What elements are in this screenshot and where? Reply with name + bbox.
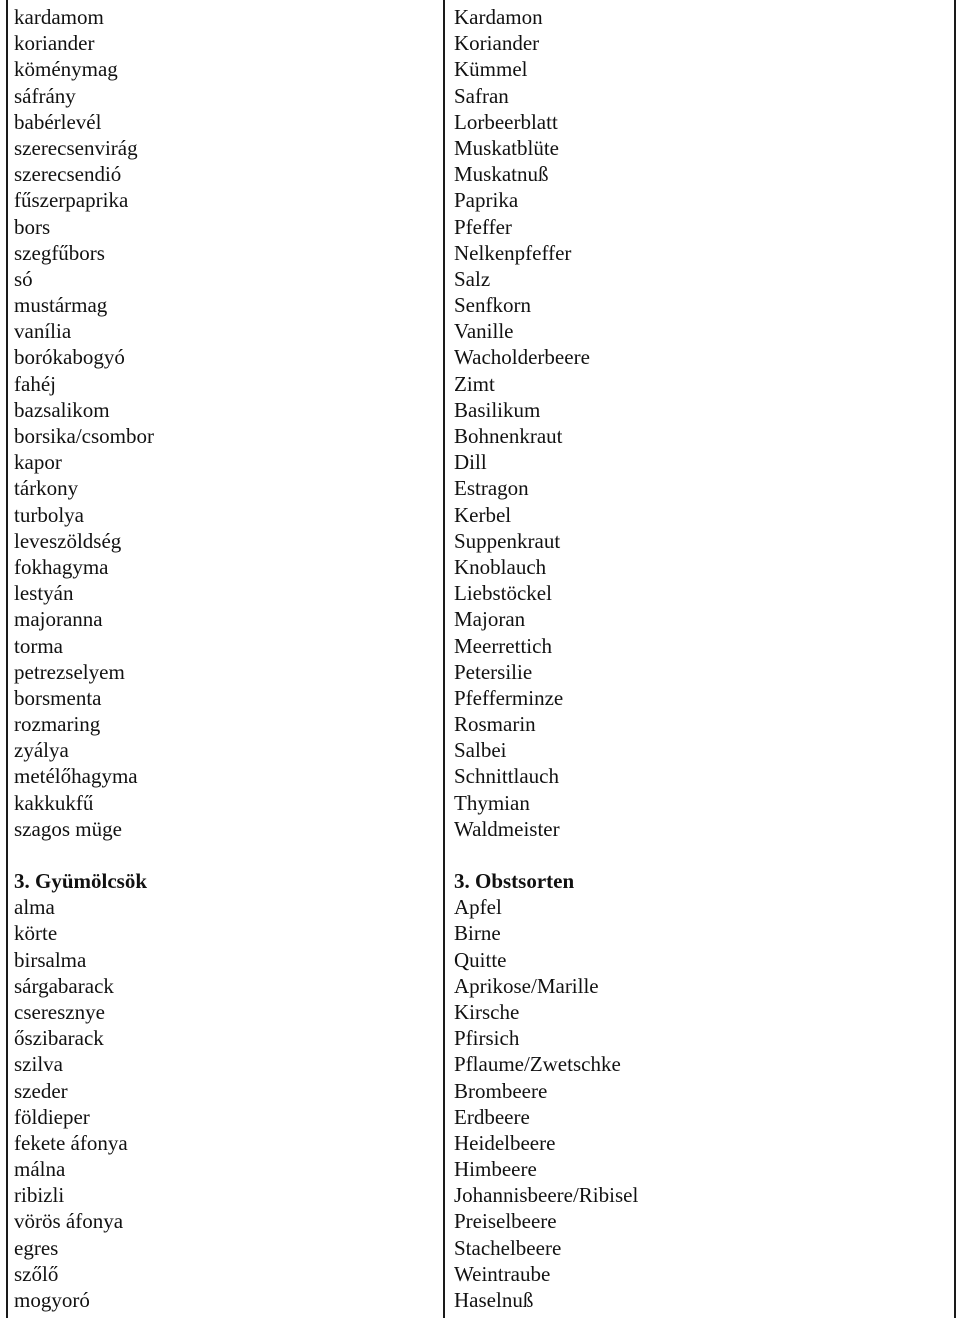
list-item: szagos müge bbox=[14, 816, 122, 841]
list-item: Safran bbox=[454, 83, 509, 108]
list-item: torma bbox=[14, 633, 63, 658]
list-item: Johannisbeere/Ribisel bbox=[454, 1183, 639, 1208]
list-item: Pfeffer bbox=[454, 214, 512, 239]
list-item: só bbox=[14, 266, 33, 291]
list-item: szőlő bbox=[14, 1261, 59, 1286]
list-item: majoranna bbox=[14, 607, 103, 632]
list-item: kakkukfű bbox=[14, 790, 94, 815]
list-item: Kirsche bbox=[454, 999, 520, 1024]
list-item: Wacholderbeere bbox=[454, 345, 590, 370]
list-item: Weintraube bbox=[454, 1261, 551, 1286]
list-item: Paprika bbox=[454, 188, 519, 213]
list-item: Preiselbeere bbox=[454, 1209, 557, 1234]
column-divider-line bbox=[443, 0, 445, 1318]
list-item: Zimt bbox=[454, 371, 495, 396]
list-item: metélőhagyma bbox=[14, 764, 138, 789]
list-item: alma bbox=[14, 895, 55, 920]
list-item: kardamom bbox=[14, 5, 104, 29]
list-item: petrezselyem bbox=[14, 659, 125, 684]
list-item: koriander bbox=[14, 31, 95, 56]
list-item: ribizli bbox=[14, 1183, 65, 1208]
list-item: Salbei bbox=[454, 738, 507, 763]
list-item: Nelkenpfeffer bbox=[454, 240, 572, 265]
list-item: Apfel bbox=[454, 895, 502, 920]
list-item: Brombeere bbox=[454, 1078, 548, 1103]
german-fruit-list bbox=[454, 894, 874, 1313]
list-item: Bohnenkraut bbox=[454, 424, 563, 448]
list-item: Thymian bbox=[454, 790, 530, 815]
list-item: Quitte bbox=[454, 947, 507, 972]
list-item: fekete áfonya bbox=[14, 1130, 128, 1155]
list-item: málna bbox=[14, 1157, 66, 1182]
list-item: Waldmeister bbox=[454, 816, 560, 841]
list-item: Basilikum bbox=[454, 397, 541, 422]
list-item: Aprikose/Marille bbox=[454, 973, 599, 998]
list-item: bors bbox=[14, 214, 51, 239]
list-item: Salz bbox=[454, 266, 491, 291]
list-item: zyálya bbox=[14, 738, 69, 763]
left-border-line bbox=[6, 0, 8, 1318]
list-item: fűszerpaprika bbox=[14, 188, 129, 213]
list-item: Estragon bbox=[454, 476, 529, 501]
list-item: Petersilie bbox=[454, 659, 533, 684]
list-item: szeder bbox=[14, 1078, 68, 1103]
list-item: Pflaume/Zwetschke bbox=[454, 1052, 621, 1077]
list-item: fahéj bbox=[14, 371, 56, 396]
list-item: rozmaring bbox=[14, 712, 101, 737]
list-item: Koriander bbox=[454, 31, 540, 56]
list-item: Kerbel bbox=[454, 502, 512, 527]
list-item: Kardamon bbox=[454, 5, 543, 29]
german-column bbox=[454, 4, 874, 1313]
list-item: sárgabarack bbox=[14, 973, 114, 998]
list-item: szegfűbors bbox=[14, 240, 105, 265]
list-item: földieper bbox=[14, 1104, 90, 1129]
hungarian-fruit-list bbox=[14, 894, 434, 1313]
list-item: Himbeere bbox=[454, 1157, 537, 1182]
list-item: Meerrettich bbox=[454, 633, 552, 658]
list-item: babérlevél bbox=[14, 109, 102, 134]
list-item: szerecsenvirág bbox=[14, 135, 138, 160]
list-item: Stachelbeere bbox=[454, 1235, 562, 1260]
german-fruit-heading: 3. Obstsorten bbox=[454, 869, 575, 893]
german-spice-list bbox=[454, 4, 874, 842]
list-item: leveszöldség bbox=[14, 528, 122, 553]
list-item: birsalma bbox=[14, 947, 87, 972]
list-item: sáfrány bbox=[14, 83, 76, 108]
hungarian-fruit-heading: 3. Gyümölcsök bbox=[14, 869, 148, 893]
list-item: Heidelbeere bbox=[454, 1130, 556, 1155]
list-item: őszibarack bbox=[14, 1026, 104, 1051]
list-item: cseresznye bbox=[14, 999, 105, 1024]
list-item: borókabogyó bbox=[14, 345, 125, 370]
list-item: Senfkorn bbox=[454, 293, 531, 318]
list-item: lestyán bbox=[14, 581, 74, 606]
list-item: Vanille bbox=[454, 319, 514, 344]
list-item: Pfefferminze bbox=[454, 685, 564, 710]
list-item: kapor bbox=[14, 450, 62, 475]
list-item: vanília bbox=[14, 319, 72, 344]
list-item: Knoblauch bbox=[454, 554, 547, 579]
hungarian-fruit-section bbox=[14, 868, 434, 1313]
list-item: Dill bbox=[454, 450, 487, 475]
list-item: körte bbox=[14, 921, 58, 946]
list-item: szerecsendió bbox=[14, 162, 122, 187]
list-item: borsika/csombor bbox=[14, 424, 154, 448]
list-item: Pfirsich bbox=[454, 1026, 520, 1051]
list-item: Suppenkraut bbox=[454, 528, 561, 553]
list-item: mogyoró bbox=[14, 1288, 90, 1312]
list-item: egres bbox=[14, 1235, 59, 1260]
list-item: tárkony bbox=[14, 476, 79, 501]
list-item: vörös áfonya bbox=[14, 1209, 124, 1234]
list-item: Muskatnuß bbox=[454, 162, 549, 187]
list-item: bazsalikom bbox=[14, 397, 110, 422]
list-item: Kümmel bbox=[454, 57, 528, 82]
right-border-line bbox=[954, 0, 956, 1318]
list-item: köménymag bbox=[14, 57, 118, 82]
list-item: szilva bbox=[14, 1052, 63, 1077]
hungarian-column bbox=[14, 4, 434, 1313]
list-item: Lorbeerblatt bbox=[454, 109, 558, 134]
list-item: mustármag bbox=[14, 293, 108, 318]
list-item: Erdbeere bbox=[454, 1104, 530, 1129]
list-item: borsmenta bbox=[14, 685, 102, 710]
list-item: fokhagyma bbox=[14, 554, 109, 579]
list-item: Rosmarin bbox=[454, 712, 536, 737]
list-item: Schnittlauch bbox=[454, 764, 559, 789]
list-item: Liebstöckel bbox=[454, 581, 552, 606]
list-item: Majoran bbox=[454, 607, 526, 632]
hungarian-spice-list bbox=[14, 4, 434, 842]
german-fruit-section bbox=[454, 868, 874, 1313]
list-item: Muskatblüte bbox=[454, 135, 559, 160]
list-item: Birne bbox=[454, 921, 501, 946]
list-item: Haselnuß bbox=[454, 1288, 534, 1312]
list-item: turbolya bbox=[14, 502, 84, 527]
